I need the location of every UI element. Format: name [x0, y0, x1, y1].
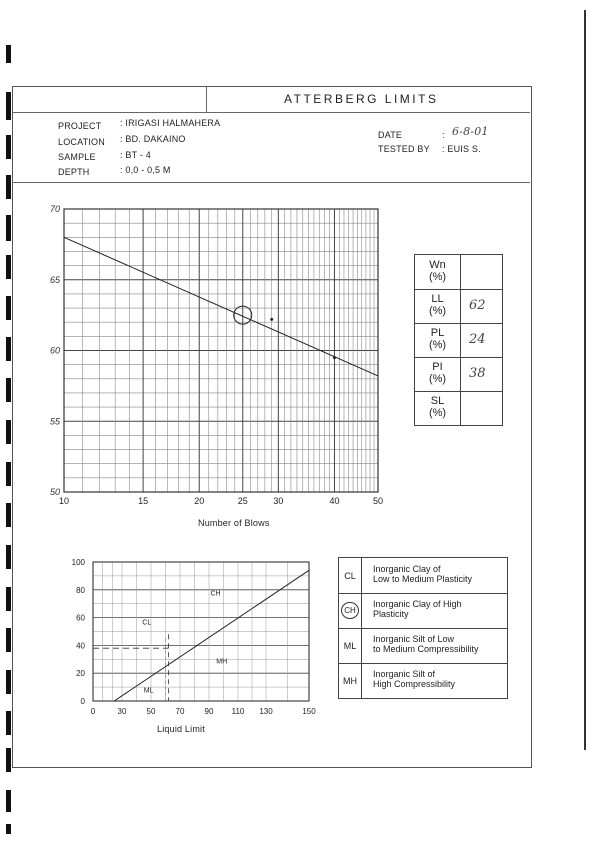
legend-row [339, 628, 507, 664]
y-tick-label: 60 [49, 345, 60, 356]
sample-value: : BT - 4 [120, 150, 151, 160]
zone-label-ml: ML [143, 687, 154, 695]
result-unit: (%) [428, 373, 447, 385]
zone-label-mh: MH [216, 658, 228, 666]
legend-description [373, 564, 472, 584]
result-value: 62 [469, 298, 486, 313]
x-tick-label: 30 [273, 496, 284, 506]
result-name: PL [430, 327, 445, 339]
x-tick-label: 50 [146, 707, 156, 716]
location-label: LOCATION [58, 137, 105, 147]
x-tick-label: 90 [204, 707, 214, 716]
flow-chart-xlabel: Number of Blows [198, 518, 270, 528]
x-tick-label: 40 [329, 496, 340, 506]
legend-text-line: Inorganic Silt of Low [373, 634, 455, 644]
legend-code: CL [339, 558, 362, 593]
y-tick-label: 40 [76, 641, 85, 651]
tested-by-label: TESTED BY [378, 144, 430, 154]
result-name: Wn [429, 259, 446, 271]
result-name: PI [432, 361, 443, 373]
legend-code: MH [339, 663, 362, 698]
date-value: 6-8-01 [452, 125, 489, 138]
legend-code: ML [339, 628, 362, 663]
result-unit: (%) [428, 271, 447, 283]
x-tick-label: 30 [117, 707, 127, 716]
result-value: 24 [469, 332, 486, 347]
x-tick-label: 20 [194, 496, 205, 506]
legend-description [373, 669, 455, 689]
x-tick-label: 70 [175, 707, 185, 716]
y-tick-label: 0 [80, 697, 85, 706]
legend-row [339, 663, 507, 698]
y-tick-label: 65 [49, 274, 60, 285]
x-tick-label: 25 [237, 496, 248, 506]
tested-by-value: : EUIS S. [442, 144, 481, 154]
legend-description [373, 634, 479, 654]
x-tick-label: 110 [231, 707, 245, 716]
x-tick-label: 15 [138, 496, 149, 506]
legend-text-line: Inorganic Clay of [373, 564, 441, 574]
legend-code: CH [339, 593, 362, 628]
legend-text-line: Inorganic Clay of High [373, 599, 462, 609]
depth-value: : 0,0 - 0,5 M [120, 165, 171, 175]
result-unit: (%) [428, 339, 447, 351]
x-tick-label: 130 [259, 707, 273, 716]
legend-row [339, 593, 507, 629]
legend-text-line: Plasticity [373, 609, 409, 619]
project-label: PROJECT [58, 121, 102, 131]
y-tick-label: 80 [76, 585, 85, 595]
y-tick-label: 60 [76, 613, 85, 623]
date-label: DATE [378, 130, 403, 140]
y-tick-label: 70 [49, 204, 60, 214]
result-name: LL [431, 293, 444, 305]
sample-label: SAMPLE [58, 152, 96, 162]
legend-description [373, 599, 462, 619]
legend-text-line: High Compressibility [373, 679, 456, 689]
y-tick-label: 50 [49, 487, 60, 497]
date-separator: : [442, 130, 445, 140]
result-unit: (%) [428, 305, 447, 317]
legend-text-line: Low to Medium Plasticity [373, 574, 473, 584]
legend-row [339, 558, 507, 594]
y-tick-label: 20 [76, 669, 85, 679]
legend-text-line: to Medium Compressibility [373, 644, 479, 654]
legend-text-line: Inorganic Silt of [373, 669, 436, 679]
page-title: ATTERBERG LIMITS [284, 92, 439, 106]
project-value: : IRIGASI HALMAHERA [120, 118, 221, 128]
classification-legend [338, 557, 508, 699]
x-tick-label: 10 [58, 496, 70, 506]
plasticity-chart-xlabel: Liquid Limit [157, 724, 205, 734]
zone-label-cl: CL [142, 619, 152, 627]
location-value: : BD. DAKAINO [120, 134, 186, 144]
result-name: SL [430, 395, 445, 407]
x-tick-label: 0 [90, 707, 96, 716]
y-tick-label: 55 [49, 416, 60, 427]
x-tick-label: 150 [302, 707, 316, 716]
depth-label: DEPTH [58, 167, 90, 177]
result-value: 38 [469, 366, 486, 381]
y-tick-label: 100 [71, 558, 85, 567]
zone-label-ch: CH [210, 590, 221, 598]
x-tick-label: 50 [372, 496, 384, 506]
result-unit: (%) [428, 407, 447, 419]
